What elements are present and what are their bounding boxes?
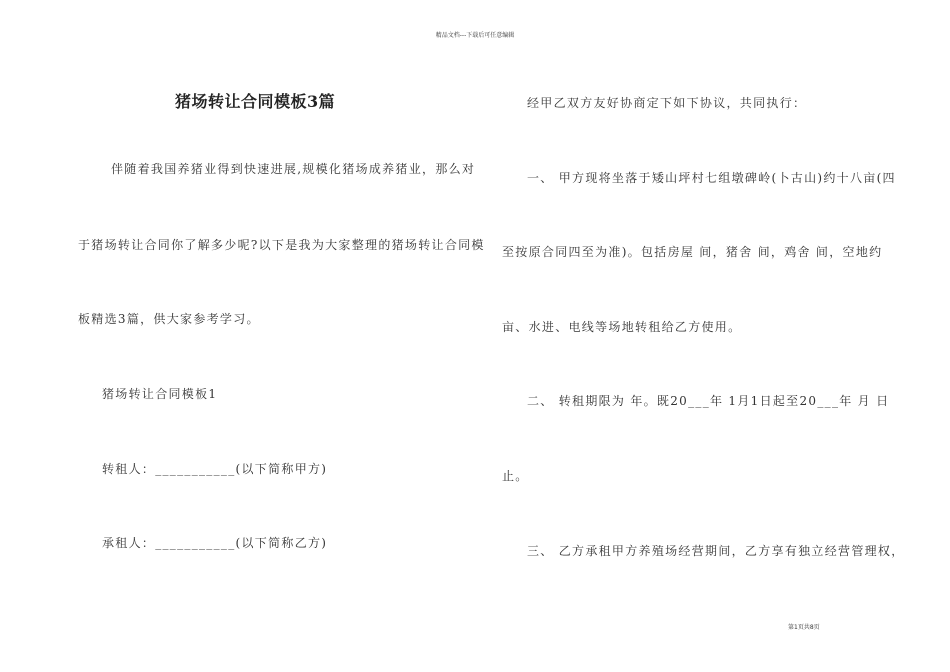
lessee-suffix: (以下简称乙方): [235, 536, 328, 550]
intro-line-1: 伴随着我国养猪业得到快速进展,规模化猪场成养猪业，那么对: [111, 162, 476, 176]
lessee-blank: ___________: [155, 536, 236, 550]
lessor-label: 转租人：: [102, 462, 156, 476]
clause-1-line-2: 至按原合同四至为准)。包括房屋 间，猪舍 间，鸡舍 间，空地约: [502, 245, 883, 259]
clause-1-line-1: 一、 甲方现将坐落于矮山坪村七组墩碑岭(卜古山)约十八亩(四: [527, 171, 896, 185]
clause-1-line-3: 亩、水进、电线等场地转租给乙方使用。: [502, 320, 742, 334]
clause-2-line-1: 二、 转租期限为 年。既20___年 1月1日起至20___年 月 日: [527, 394, 890, 408]
lessee-label: 承租人：: [102, 536, 156, 550]
lessor-suffix: (以下简称甲方): [235, 462, 328, 476]
clause-3-line-1: 三、 乙方承租甲方养殖场经营期间，乙方享有独立经营管理权，: [527, 544, 905, 558]
intro-line-2: 于猪场转让合同你了解多少呢?以下是我为大家整理的猪场转让合同模: [78, 238, 485, 252]
section-subtitle: 猪场转让合同模板1: [102, 387, 218, 401]
lessee-line: [102, 534, 327, 551]
page-header: 精品文档---下载后可任意编辑: [435, 32, 515, 39]
lessor-blank: ___________: [155, 462, 236, 476]
intro-line-3: 板精选3篇，供大家参考学习。: [78, 312, 260, 326]
lessor-line: [102, 460, 327, 477]
agreement-intro: 经甲乙双方友好协商定下如下协议，共同执行：: [527, 96, 807, 110]
clause-2-line-2: 止。: [502, 469, 529, 483]
document-title: 猪场转让合同模板3篇: [175, 92, 336, 111]
page-number: 第1页共8页: [788, 624, 820, 631]
